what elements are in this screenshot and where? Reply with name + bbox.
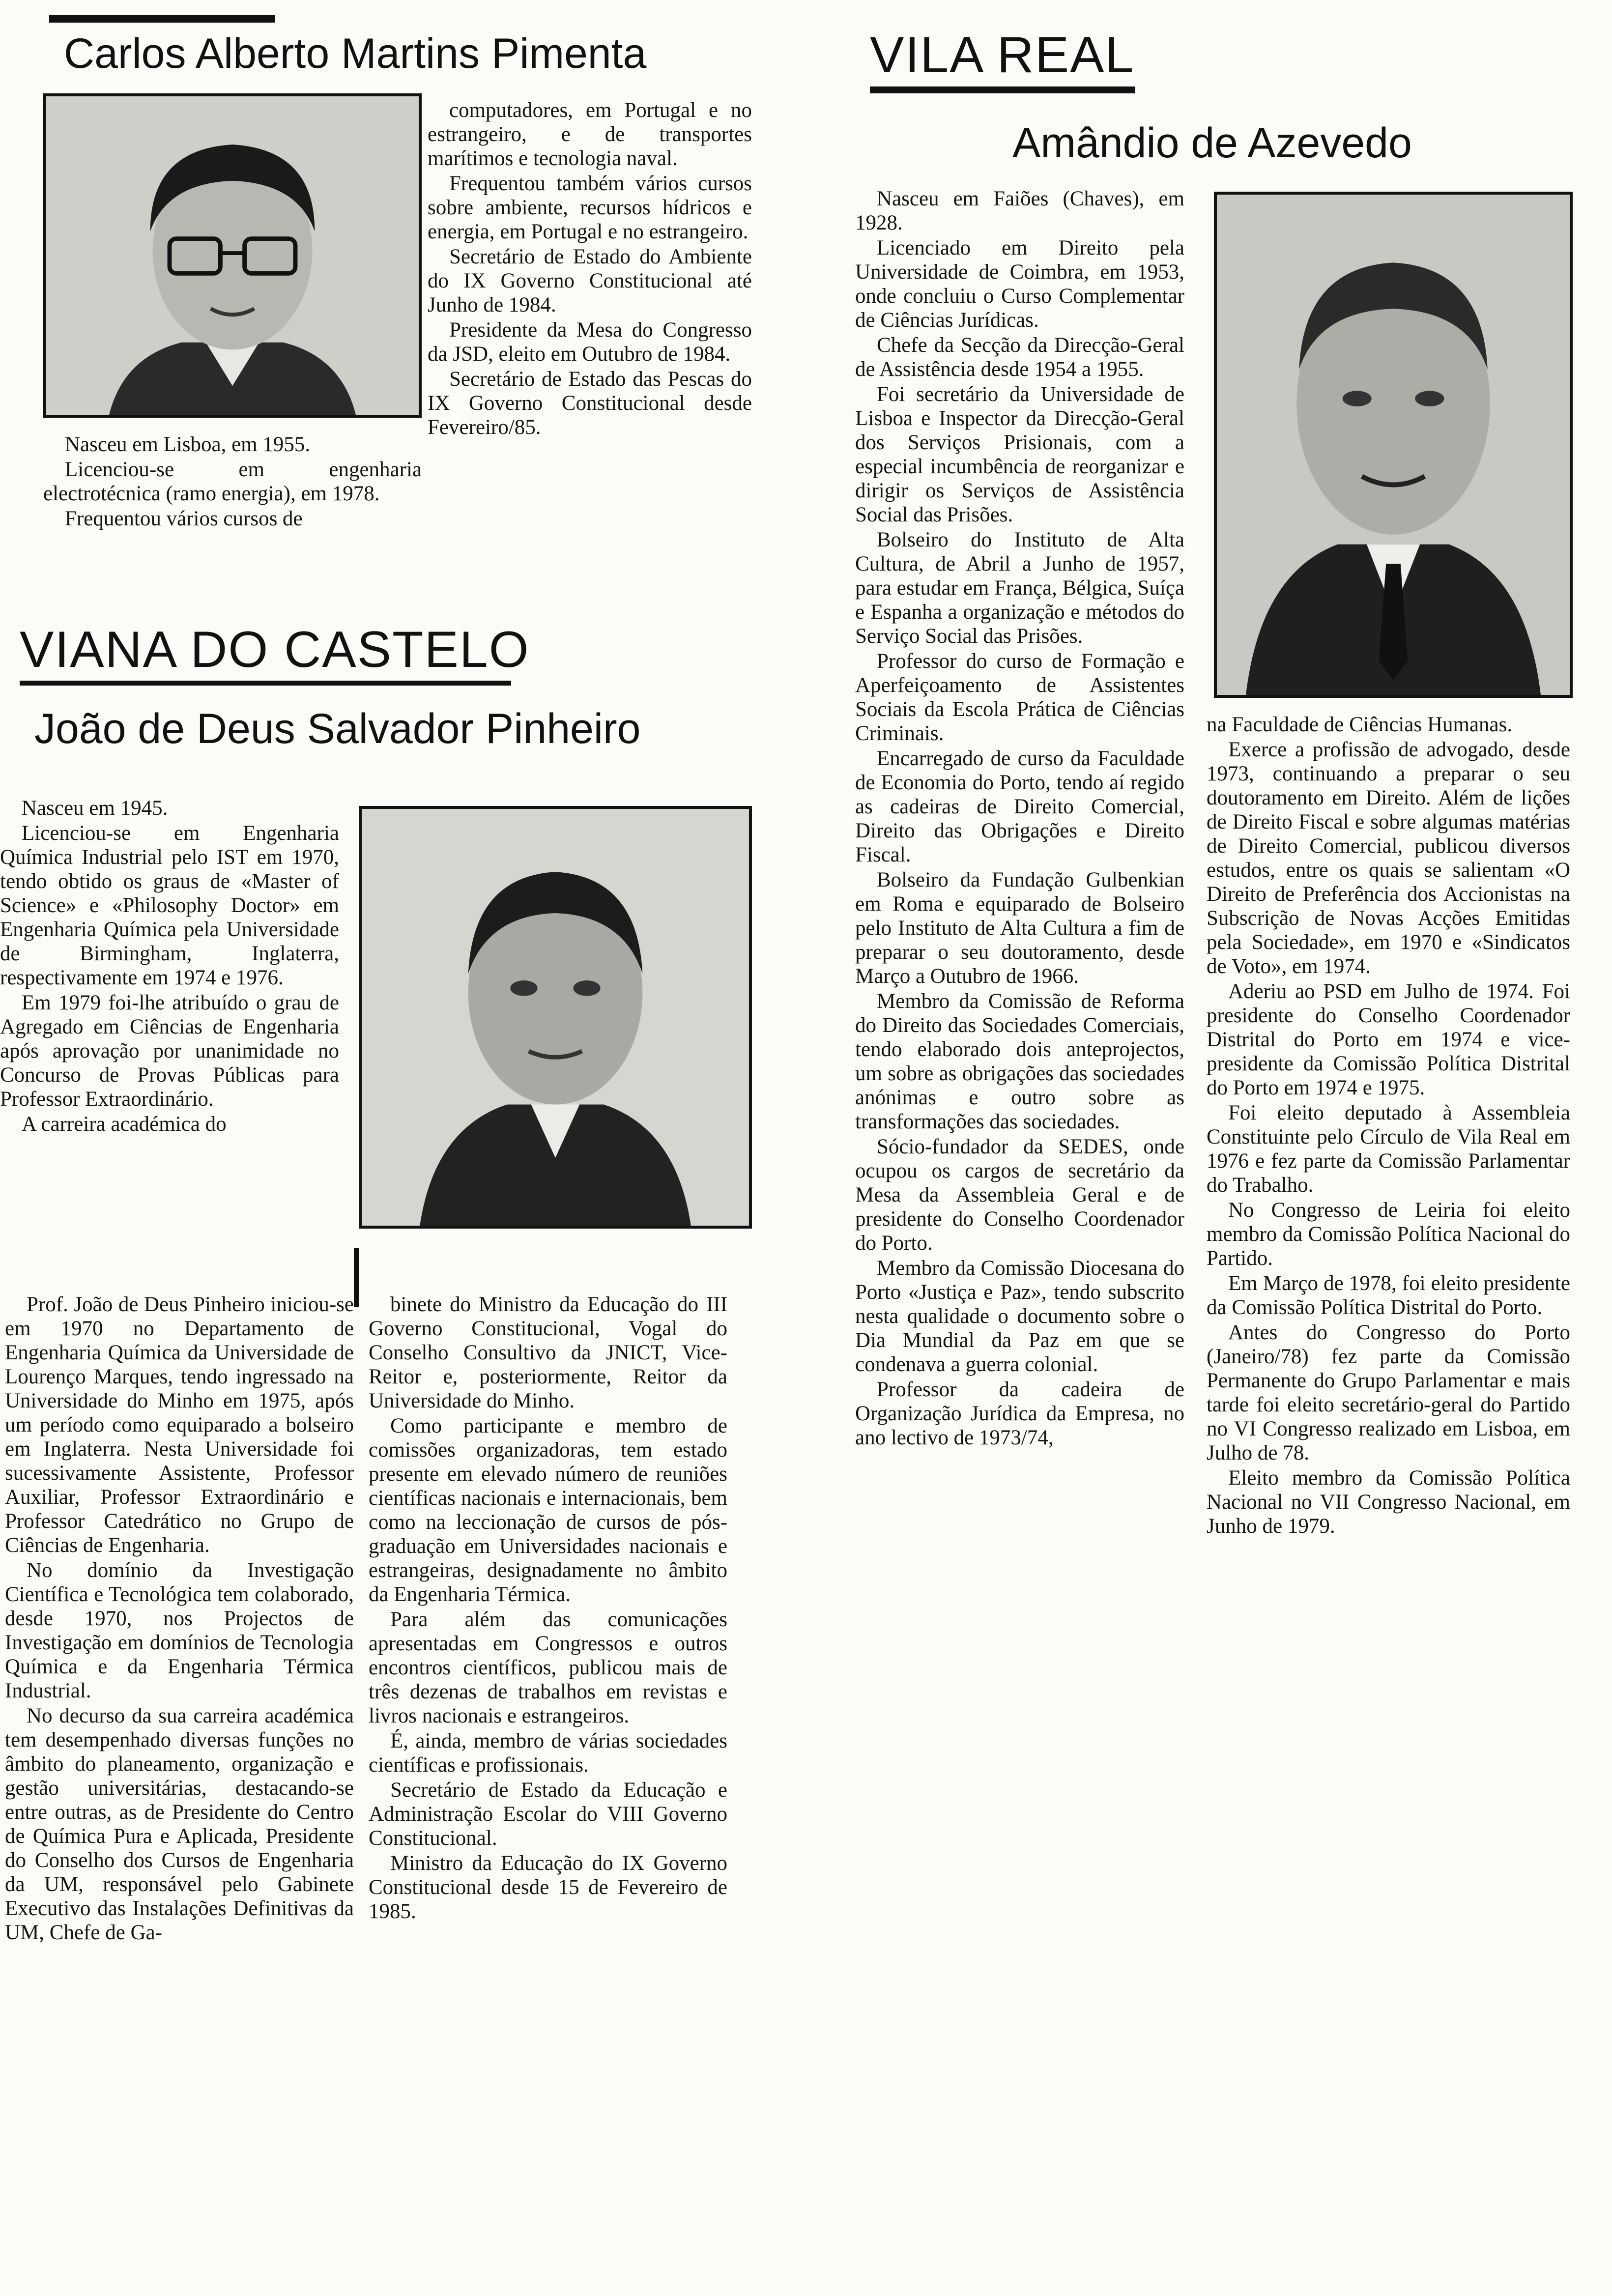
paragraph: Encarregado de curso da Faculdade de Economia do Porto, tendo aí regido as cadeiras de Direito Comercial, Direito das Obrigações e Direito Fiscal. [855,747,1184,866]
paragraph: No domínio da Investigação Científica e Tecnológica tem colaborado, desde 1970, nos Projectos de Investigação em domínios de Tecnologia Química e da Engenharia Térmica Industrial. [5,1559,354,1702]
paragraph: No Congresso de Leiria foi eleito membro da Comissão Política Nacional do Partido. [1207,1199,1570,1270]
paragraph: Licenciou-se em Engenharia Química Industrial pelo IST em 1970, tendo obtido os graus de «Master of Science» e «Philosophy Doctor» em Engenharia Química pela Universidade de Birmingham, Inglaterra, respectivamente em 1974 e 1976. [0,822,339,989]
region-vila-real: VILA REAL [870,27,1135,84]
paragraph: Prof. João de Deus Pinheiro iniciou-se em 1970 no Departamento de Engenharia Química da Universidade de Lourenço Marques, tendo ingressado na Universidade do Minho em 1975, após um período como equiparado a bolseiro em Inglaterra. Nesta Universidade foi sucessivamente Assistente, Professor Auxiliar, Professor Extraordinário e Professor Catedrático no Grupo de Ciências de Engenharia. [5,1293,354,1557]
paragraph: Em 1979 foi-lhe atribuído o grau de Agregado em Ciências de Engenharia após aprovação por unanimidade no Concurso de Provas Públicas para Professor Extraordinário. [0,991,339,1111]
paragraph: Foi secretário da Universidade de Lisboa e Inspector da Direcção-Geral dos Serviços Prisionais, com a especial incumbência de reorganizar e dirigir os Serviços de Assistência Social das Prisões. [855,383,1184,526]
pinheiro-name: João de Deus Salvador Pinheiro [34,705,641,752]
top-rule-left [49,15,275,23]
pinheiro-column-2 [369,1292,727,2192]
paragraph: Membro da Comissão de Reforma do Direito das Sociedades Comerciais, tendo elaborado dois anteprojectos, um sobre as obrigações das sociedades anónimas e outro sobre as transformações das sociedades. [855,990,1184,1133]
pinheiro-intro-column [0,796,339,1238]
azevedo-column-2 [1207,713,1570,1902]
paragraph: Frequentou vários cursos de [65,507,303,530]
region-viana-do-castelo: VIANA DO CASTELO [20,621,530,678]
paragraph: Presidente da Mesa do Congresso da JSD, eleito em Outubro de 1984. [428,318,752,366]
paragraph: A carreira académica do [22,1113,227,1136]
paragraph: Frequentou também vários cursos sobre ambiente, recursos hídricos e energia, em Portugal e no estrangeiro. [428,172,752,243]
paragraph: Secretário de Estado da Educação e Administração Escolar do VIII Governo Constitucional. [369,1779,727,1850]
paragraph: Nasceu em 1945. [22,797,168,820]
paragraph: É, ainda, membro de várias sociedades científicas e profissionais. [369,1729,727,1777]
paragraph: Professor da cadeira de Organização Jurídica da Empresa, no ano lectivo de 1973/74, [855,1378,1184,1449]
region-rule-viana [20,681,511,686]
region-rule-vila-real [870,86,1135,93]
paragraph: Bolseiro do Instituto de Alta Cultura, de Abril a Junho de 1957, para estudar em França, Bélgica, Suíça e Espanha a organização e métodos do Serviço Social das Prisões. [855,528,1184,648]
paragraph: Chefe da Secção da Direcção-Geral de Assistência desde 1954 a 1955. [855,334,1184,381]
paragraph: na Faculdade de Ciências Humanas. [1207,713,1513,736]
portrait-man-tie-image [1217,195,1570,695]
pinheiro-column-1 [5,1292,354,2192]
paragraph: computadores, em Portugal e no estrangeiro, e de transportes marítimos e tecnologia naval. [428,99,752,170]
paragraph: Para além das comunicações apresentadas em Congressos e outros encontros científicos, publicou mais de três dezenas de trabalhos em revistas e livros nacionais e estrangeiros. [369,1608,727,1727]
paragraph: Professor do curso de Formação e Aperfeiçoamento de Assistentes Sociais da Escola Prática de Ciências Criminais. [855,650,1184,745]
paragraph: Aderiu ao PSD em Julho de 1974. Foi presidente do Conselho Coordenador Distrital do Porto em 1974 e vice-presidente da Comissão Política Distrital do Porto em 1974 e 1975. [1207,980,1570,1099]
paragraph: Nasceu em Faiões (Chaves), em 1928. [855,187,1184,234]
pimenta-column-2 [428,98,752,619]
pimenta-name: Carlos Alberto Martins Pimenta [64,30,647,77]
paragraph: No decurso da sua carreira académica tem desempenhado diversas funções no âmbito do planeamento, organização e gestão universitárias, destacando-se entre outras, as de Presidente do Centro de Química Pura e Aplicada, Presidente do Conselho dos Cursos de Engenharia da UM, responsável pelo Gabinete Executivo das Instalações Definitivas da UM, Chefe de Ga- [5,1704,354,1944]
paragraph: Exerce a profissão de advogado, desde 1973, continuando a preparar o seu doutoramento em Direito. Além de lições de Direito Fiscal e sobre algumas matérias de Direito Comercial, publicou diversos estudos, entre os quais se salientam «O Direito de Preferência dos Accionistas na Subscrição de Novas Acções Emitidas pela Sociedade», em 1970 e «Sindicatos de Voto», em 1974. [1207,738,1570,978]
paragraph: Licenciou-se em engenharia electrotécnica (ramo energia), em 1978. [43,458,422,505]
paragraph: Membro da Comissão Diocesana do Porto «Justiça e Paz», tendo subscrito nesta qualidade o documento sobre o Dia Mundial da Paz em que se condenava a guerra colonial. [855,1257,1184,1376]
paragraph: Antes do Congresso do Porto (Janeiro/78) fez parte da Comissão Permanente do Grupo Parlamentar e mais tarde foi eleito secretário-geral do Partido no VI Congresso realizado em Lisboa, em Julho de 78. [1207,1321,1570,1464]
portrait-man-glasses-image [46,96,419,415]
paragraph: Nasceu em Lisboa, em 1955. [65,433,311,456]
paragraph: Secretário de Estado do Ambiente do IX Governo Constitucional até Junho de 1984. [428,245,752,316]
paragraph: Ministro da Educação do IX Governo Constitucional desde 15 de Fevereiro de 1985. [369,1852,727,1923]
pinheiro-photo [359,806,752,1229]
paragraph: Foi eleito deputado à Assembleia Constituinte pelo Círculo de Vila Real em 1976 e fez parte da Comissão Parlamentar do Trabalho. [1207,1101,1570,1197]
azevedo-name: Amândio de Azevedo [1012,119,1412,167]
paragraph: Em Março de 1978, foi eleito presidente da Comissão Política Distrital do Porto. [1207,1272,1570,1319]
paragraph: Licenciado em Direito pela Universidade de Coimbra, em 1953, onde concluiu o Curso Complementar de Ciências Jurídicas. [855,236,1184,332]
azevedo-column-1 [855,187,1184,1907]
paragraph: Secretário de Estado das Pescas do IX Governo Constitucional desde Fevereiro/85. [428,368,752,439]
paragraph: Sócio-fundador da SEDES, onde ocupou os cargos de secretário da Mesa da Assembleia Geral e de presidente do Conselho Coordenador do Porto. [855,1135,1184,1255]
column-divider-pinheiro [354,1248,359,1307]
paragraph: binete do Ministro da Educação do III Governo Constitucional, Vogal do Conselho Consultivo da JNICT, Vice-Reitor e, posteriormente, Reitor da Universidade do Minho. [369,1293,727,1412]
paragraph: Eleito membro da Comissão Política Nacional no VII Congresso Nacional, em Junho de 1979. [1207,1466,1570,1538]
portrait-man-image [362,809,749,1226]
pimenta-photo [43,93,422,418]
pimenta-column-1 [43,432,422,629]
paragraph: Como participante e membro de comissões organizadoras, tem estado presente em elevado número de reuniões científicas nacionais e internacionais, bem como na leccionação de cursos de pós-graduação em Universidades nacionais e estrangeiras, designadamente no âmbito da Engenharia Térmica. [369,1414,727,1606]
azevedo-photo [1214,192,1573,698]
paragraph: Bolseiro da Fundação Gulbenkian em Roma e equiparado de Bolseiro pelo Instituto de Alta Cultura a fim de preparar o seu doutoramento, desde Março a Outubro de 1966. [855,868,1184,988]
